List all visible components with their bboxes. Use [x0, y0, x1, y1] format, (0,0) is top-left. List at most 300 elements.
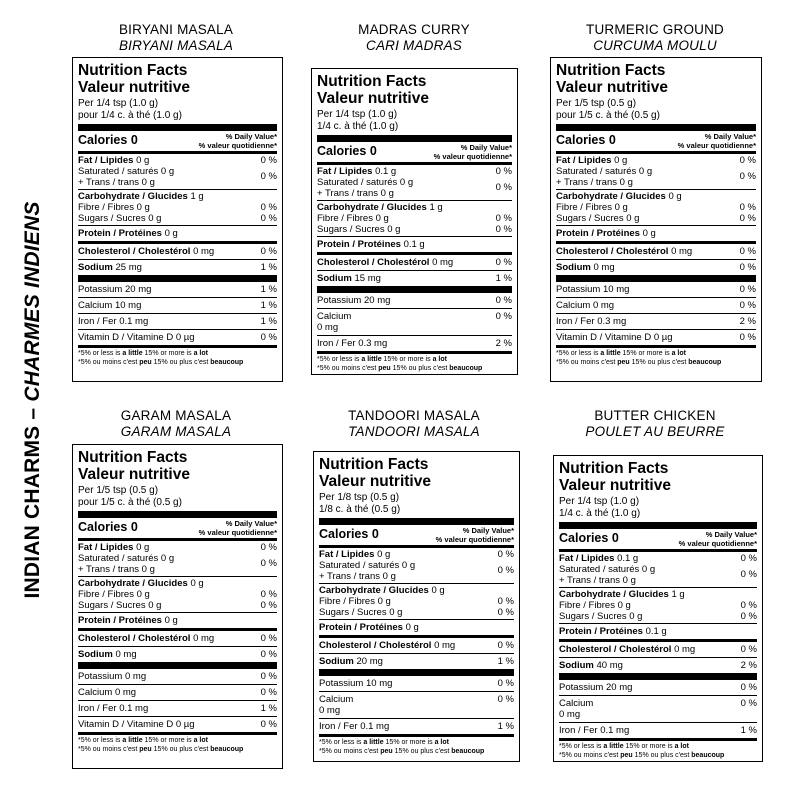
fat-dv: 0 %	[740, 553, 757, 564]
spice-name-fr: BIRYANI MASALA	[118, 38, 234, 53]
sugars-dv: 0 %	[260, 213, 277, 224]
trans-value: 0 g	[141, 564, 155, 575]
spice-name-fr: GARAM MASALA	[120, 424, 232, 439]
protein-label: Protein / Protéines	[78, 615, 162, 626]
sodium-dv: 1 %	[497, 656, 514, 667]
sat-label: Saturated / saturés	[78, 553, 159, 564]
iron-dv: 1 %	[497, 721, 514, 732]
carb-value: 1 g	[671, 589, 685, 600]
spice-name-fr: TANDOORI MASALA	[348, 424, 480, 439]
spice-heading	[545, 408, 765, 440]
dv-en: % Daily Value*	[462, 526, 514, 535]
chol-label: Cholesterol / Cholestérol	[78, 633, 191, 644]
sodium-row	[319, 654, 514, 669]
spice-heading	[66, 408, 286, 440]
dv-fr: % valeur quotidienne*	[677, 140, 756, 150]
calories-label: Calories	[319, 527, 369, 541]
calcium-dv: 1 %	[260, 300, 277, 311]
calcium-dv: 0 %	[740, 698, 757, 709]
cholesterol-row	[559, 642, 757, 657]
sodium-label: Sodium	[78, 649, 113, 660]
footnote-fr: *5% ou moins c'est peu 15% ou plus c'est beaucoup	[78, 745, 244, 753]
dv-en: % Daily Value*	[705, 530, 757, 539]
chol-dv: 0 %	[497, 640, 514, 651]
protein-value: 0.1 g	[645, 626, 667, 637]
iron-dv: 2 %	[739, 316, 756, 327]
potassium-dv: 0 %	[739, 284, 756, 295]
calcium-value: 0 mg	[317, 322, 339, 333]
fat-group	[78, 154, 277, 189]
nutrition-facts-label	[313, 451, 520, 762]
side-title-en: INDIAN CHARMS	[21, 425, 44, 599]
serving-size	[78, 485, 277, 508]
title-en: Nutrition Facts	[559, 460, 669, 477]
fibre-value: 0 g	[377, 596, 391, 607]
protein-row	[556, 226, 756, 241]
fat-label: Fat / Lipides	[78, 542, 134, 553]
calcium-dv: 0 %	[260, 687, 277, 698]
fibre-value: 0 g	[617, 600, 631, 611]
title-fr: Valeur nutritive	[78, 466, 190, 483]
calories-value: 0	[130, 520, 138, 534]
carb-value: 0 g	[668, 191, 682, 202]
sodium-row	[559, 658, 757, 673]
chol-label: Cholesterol / Cholestérol	[317, 257, 430, 268]
fat-value: 0 g	[136, 542, 150, 553]
iron-label: Iron / Fer	[78, 316, 117, 327]
chol-dv: 0 %	[260, 246, 277, 257]
sat-trans-dv: 0 %	[497, 565, 514, 576]
serving-size	[319, 492, 514, 515]
iron-value: 0.1 mg	[119, 316, 149, 327]
fat-group	[317, 165, 512, 200]
spice-name-en: TURMERIC GROUND	[586, 22, 724, 37]
sugars-label: Sugars / Sucres	[78, 600, 146, 611]
iron-label: Iron / Fer	[319, 721, 358, 732]
fat-group	[556, 154, 756, 189]
sat-trans-dv: 0 %	[495, 182, 512, 193]
fat-label: Fat / Lipides	[317, 166, 373, 177]
sodium-row	[78, 647, 277, 662]
potassium-value: 10 mg	[603, 284, 630, 295]
fibre-dv: 0 %	[739, 202, 756, 213]
spice-heading	[304, 22, 524, 54]
vitd-label: Vitamin D / Vitamine D	[556, 332, 652, 343]
calories-value: 0	[369, 144, 377, 158]
fibre-dv: 0 %	[260, 202, 277, 213]
trans-label: + Trans / trans	[556, 177, 617, 188]
sugars-value: 0 g	[626, 213, 640, 224]
chol-value: 0 mg	[193, 246, 215, 257]
iron-label: Iron / Fer	[317, 338, 356, 349]
sat-trans-dv: 0 %	[260, 558, 277, 569]
carb-label: Carbohydrate / Glucides	[317, 202, 427, 213]
protein-value: 0 g	[405, 622, 419, 633]
footnote-fr: *5% ou moins c'est peu 15% ou plus c'est beaucoup	[319, 747, 485, 755]
potassium-value: 20 mg	[606, 682, 633, 693]
potassium-row	[317, 293, 512, 308]
carb-group	[78, 577, 277, 612]
nutrition-facts-label	[311, 68, 518, 375]
serving-en: Per 1/4 tsp (1.0 g)	[317, 109, 398, 120]
calcium-label: Calcium	[78, 687, 113, 698]
potassium-label: Potassium	[78, 284, 123, 295]
footnote-en: *5% or less is a little 15% or more is a lot	[78, 737, 208, 744]
spice-name-en: GARAM MASALA	[120, 408, 232, 423]
sat-value: 0 g	[160, 166, 175, 177]
carb-value: 0 g	[190, 578, 204, 589]
iron-row	[319, 719, 514, 734]
fat-label: Fat / Lipides	[559, 553, 615, 564]
carb-label: Carbohydrate / Glucides	[559, 589, 669, 600]
trans-value: 0 g	[619, 177, 633, 188]
chol-dv: 0 %	[495, 257, 512, 268]
carb-value: 1 g	[429, 202, 443, 213]
iron-row	[78, 314, 277, 329]
vitd-value: 0 µg	[175, 719, 195, 730]
spice-name-fr: CURCUMA MOULU	[593, 38, 717, 53]
fat-group	[559, 552, 757, 587]
potassium-row	[559, 680, 757, 695]
title-en: Nutrition Facts	[78, 449, 188, 466]
sat-label: Saturated / saturés	[317, 177, 398, 188]
protein-row	[319, 620, 514, 635]
fibre-dv: 0 %	[495, 213, 512, 224]
sodium-label: Sodium	[78, 262, 113, 273]
fibre-label: Fibre / Fibres	[559, 600, 615, 611]
calories-label: Calories	[556, 133, 606, 147]
potassium-value: 20 mg	[125, 284, 152, 295]
chol-value: 0 mg	[434, 640, 456, 651]
footnote-fr: *5% ou moins c'est peu 15% ou plus c'est beaucoup	[559, 751, 725, 759]
protein-row	[78, 613, 277, 628]
protein-row	[559, 624, 757, 639]
protein-value: 0 g	[642, 228, 656, 239]
spice-name-en: BIRYANI MASALA	[118, 22, 234, 37]
title-fr: Valeur nutritive	[78, 79, 190, 96]
serving-en: Per 1/5 tsp (0.5 g)	[556, 98, 637, 109]
carb-label: Carbohydrate / Glucides	[78, 578, 188, 589]
iron-label: Iron / Fer	[556, 316, 595, 327]
chol-label: Cholesterol / Cholestérol	[559, 644, 672, 655]
sodium-value: 15 mg	[354, 273, 381, 284]
vitamin-d-row	[78, 330, 277, 345]
iron-value: 0.3 mg	[358, 338, 388, 349]
calcium-label: Calcium	[556, 300, 591, 311]
protein-label: Protein / Protéines	[556, 228, 640, 239]
dv-en: % Daily Value*	[704, 132, 756, 141]
iron-value: 0.1 mg	[360, 721, 390, 732]
sodium-row	[317, 271, 512, 286]
iron-row	[559, 723, 757, 738]
nutrition-facts-label	[550, 57, 762, 382]
chol-value: 0 mg	[432, 257, 454, 268]
calories-row	[78, 518, 277, 538]
fat-dv: 0 %	[260, 155, 277, 166]
calcium-row	[78, 685, 277, 700]
footnote	[556, 348, 756, 367]
dv-en: % Daily Value*	[460, 143, 512, 152]
calories-value: 0	[130, 133, 138, 147]
sat-trans-dv: 0 %	[740, 569, 757, 580]
sugars-dv: 0 %	[739, 213, 756, 224]
title-fr: Valeur nutritive	[317, 90, 429, 107]
sodium-label: Sodium	[556, 262, 591, 273]
calcium-value: 0 mg	[592, 300, 615, 311]
sodium-label: Sodium	[559, 660, 594, 671]
sugars-value: 0 g	[387, 224, 401, 235]
calories-row	[556, 131, 756, 151]
sugars-value: 0 g	[148, 600, 162, 611]
iron-row	[317, 336, 512, 351]
serving-size	[78, 98, 277, 121]
side-title	[21, 201, 45, 598]
potassium-value: 20 mg	[364, 295, 391, 306]
cholesterol-row	[319, 638, 514, 653]
dv-fr: % valeur quotidienne*	[433, 151, 512, 161]
calories-row	[317, 142, 512, 162]
footnote-en: *5% or less is a little 15% or more is a lot	[78, 350, 208, 357]
carb-label: Carbohydrate / Glucides	[556, 191, 666, 202]
potassium-label: Potassium	[317, 295, 362, 306]
sugars-label: Sugars / Sucres	[559, 611, 627, 622]
calcium-row	[317, 309, 512, 335]
nutrition-facts-label	[72, 57, 283, 382]
fat-label: Fat / Lipides	[556, 155, 612, 166]
potassium-dv: 0 %	[260, 671, 277, 682]
serving-fr: pour 1/4 c. à thé (1.0 g)	[78, 109, 182, 121]
cholesterol-row	[78, 244, 277, 259]
fibre-value: 0 g	[614, 202, 628, 213]
footnote-en: *5% or less is a little 15% or more is a lot	[319, 739, 449, 746]
daily-value-header	[199, 133, 277, 150]
footnote	[317, 354, 512, 373]
fat-value: 0 g	[614, 155, 628, 166]
potassium-dv: 1 %	[260, 284, 277, 295]
chol-dv: 0 %	[739, 246, 756, 257]
sodium-dv: 0 %	[739, 262, 756, 273]
vitd-dv: 0 %	[260, 332, 277, 343]
calories-value: 0	[611, 531, 619, 545]
sat-label: Saturated / saturés	[78, 166, 159, 177]
chol-dv: 0 %	[740, 644, 757, 655]
potassium-value: 0 mg	[125, 671, 147, 682]
protein-value: 0 g	[164, 228, 178, 239]
carb-label: Carbohydrate / Glucides	[319, 585, 429, 596]
sat-value: 0 g	[641, 564, 656, 575]
iron-dv: 2 %	[495, 338, 512, 349]
calcium-value: 0 mg	[319, 705, 341, 716]
iron-dv: 1 %	[260, 316, 277, 327]
serving-en: Per 1/5 tsp (0.5 g)	[78, 485, 159, 496]
potassium-label: Potassium	[556, 284, 601, 295]
protein-row	[317, 237, 512, 252]
footnote-en: *5% or less is a little 15% or more is a lot	[556, 350, 686, 357]
sodium-value: 0 mg	[593, 262, 615, 273]
protein-label: Protein / Protéines	[317, 239, 401, 250]
sugars-label: Sugars / Sucres	[78, 213, 146, 224]
iron-dv: 1 %	[260, 703, 277, 714]
vitamin-d-row	[78, 717, 277, 732]
fat-dv: 0 %	[260, 542, 277, 553]
carb-group	[319, 584, 514, 619]
cholesterol-row	[556, 244, 756, 259]
trans-label: + Trans / trans	[559, 575, 620, 586]
cholesterol-row	[78, 631, 277, 646]
iron-value: 0.1 mg	[600, 725, 630, 736]
serving-fr: pour 1/5 c. à thé (0.5 g)	[78, 496, 182, 508]
sodium-label: Sodium	[319, 656, 354, 667]
potassium-dv: 0 %	[740, 682, 757, 693]
title-en: Nutrition Facts	[319, 456, 429, 473]
sugars-label: Sugars / Sucres	[317, 224, 385, 235]
sugars-dv: 0 %	[497, 607, 514, 618]
footnote	[559, 741, 757, 760]
title-fr: Valeur nutritive	[559, 477, 671, 494]
potassium-row	[78, 669, 277, 684]
calories-row	[559, 529, 757, 549]
trans-value: 0 g	[382, 571, 396, 582]
calcium-label: Calcium	[78, 300, 113, 311]
title-en: Nutrition Facts	[317, 73, 427, 90]
trans-value: 0 g	[380, 188, 394, 199]
footnote-fr: *5% ou moins c'est peu 15% ou plus c'est beaucoup	[556, 358, 722, 366]
serving-fr: 1/4 c. à thé (1.0 g)	[317, 120, 399, 132]
chol-dv: 0 %	[260, 633, 277, 644]
fat-group	[319, 548, 514, 583]
trans-value: 0 g	[141, 177, 155, 188]
chol-value: 0 mg	[193, 633, 215, 644]
sugars-value: 0 g	[148, 213, 162, 224]
spice-heading	[545, 22, 765, 54]
potassium-row	[319, 676, 514, 691]
fibre-dv: 0 %	[497, 596, 514, 607]
calories-label: Calories	[317, 144, 367, 158]
calcium-row	[319, 692, 514, 718]
calcium-row	[78, 298, 277, 313]
calories-value: 0	[371, 527, 379, 541]
fat-group	[78, 541, 277, 576]
fibre-dv: 0 %	[740, 600, 757, 611]
footnote-en: *5% or less is a little 15% or more is a lot	[559, 743, 689, 750]
sodium-row	[556, 260, 756, 275]
dv-fr: % valeur quotidienne*	[678, 538, 757, 548]
sugars-dv: 0 %	[495, 224, 512, 235]
title-fr: Valeur nutritive	[319, 473, 431, 490]
fat-dv: 0 %	[739, 155, 756, 166]
calcium-value: 0 mg	[114, 687, 137, 698]
chol-label: Cholesterol / Cholestérol	[78, 246, 191, 257]
sugars-label: Sugars / Sucres	[319, 607, 387, 618]
sodium-dv: 1 %	[495, 273, 512, 284]
trans-label: + Trans / trans	[78, 564, 139, 575]
fibre-label: Fibre / Fibres	[78, 202, 134, 213]
daily-value-header	[434, 144, 512, 161]
footnote-fr: *5% ou moins c'est peu 15% ou plus c'est beaucoup	[317, 364, 483, 372]
serving-fr: pour 1/5 c. à thé (0.5 g)	[556, 109, 660, 121]
sat-label: Saturated / saturés	[556, 166, 637, 177]
vitd-dv: 0 %	[739, 332, 756, 343]
carb-value: 1 g	[190, 191, 204, 202]
sugars-value: 0 g	[389, 607, 403, 618]
title-en: Nutrition Facts	[556, 62, 666, 79]
iron-value: 0.1 mg	[119, 703, 149, 714]
spice-heading	[304, 408, 524, 440]
fat-label: Fat / Lipides	[78, 155, 134, 166]
carb-group	[559, 588, 757, 623]
footnote	[78, 348, 277, 367]
calories-label: Calories	[559, 531, 609, 545]
fat-value: 0 g	[377, 549, 391, 560]
dv-en: % Daily Value*	[225, 132, 277, 141]
protein-label: Protein / Protéines	[559, 626, 643, 637]
spice-name-en: MADRAS CURRY	[358, 22, 470, 37]
calories-label: Calories	[78, 520, 128, 534]
dv-fr: % valeur quotidienne*	[435, 534, 514, 544]
cholesterol-row	[317, 255, 512, 270]
vitd-label: Vitamin D / Vitamine D	[78, 332, 174, 343]
potassium-row	[78, 282, 277, 297]
calories-row	[319, 525, 514, 545]
serving-en: Per 1/4 tsp (1.0 g)	[559, 496, 640, 507]
calcium-label: Calcium	[317, 311, 352, 322]
calcium-dv: 0 %	[497, 694, 514, 705]
calcium-label: Calcium	[559, 698, 594, 709]
trans-label: + Trans / trans	[317, 188, 378, 199]
dv-en: % Daily Value*	[225, 519, 277, 528]
serving-en: Per 1/8 tsp (0.5 g)	[319, 492, 400, 503]
calcium-value: 10 mg	[114, 300, 142, 311]
potassium-dv: 0 %	[497, 678, 514, 689]
sodium-dv: 0 %	[260, 649, 277, 660]
sat-value: 0 g	[399, 177, 414, 188]
nutrition-facts-label	[553, 455, 763, 762]
carb-value: 0 g	[431, 585, 445, 596]
trans-value: 0 g	[622, 575, 636, 586]
carb-group	[556, 190, 756, 225]
sugars-dv: 0 %	[260, 600, 277, 611]
serving-size	[556, 98, 756, 121]
sat-label: Saturated / saturés	[319, 560, 400, 571]
fat-label: Fat / Lipides	[319, 549, 375, 560]
iron-dv: 1 %	[740, 725, 757, 736]
daily-value-header	[679, 531, 757, 548]
fat-dv: 0 %	[495, 166, 512, 177]
spice-name-en: TANDOORI MASALA	[348, 408, 480, 423]
sodium-value: 0 mg	[115, 649, 137, 660]
iron-value: 0.3 mg	[597, 316, 627, 327]
protein-value: 0.1 g	[403, 239, 425, 250]
sat-trans-dv: 0 %	[739, 171, 756, 182]
sodium-value: 20 mg	[356, 656, 383, 667]
daily-value-header	[436, 527, 514, 544]
vitd-label: Vitamin D / Vitamine D	[78, 719, 174, 730]
potassium-label: Potassium	[319, 678, 364, 689]
calcium-value: 0 mg	[559, 709, 581, 720]
title-en: Nutrition Facts	[78, 62, 188, 79]
potassium-label: Potassium	[78, 671, 123, 682]
calcium-row	[559, 696, 757, 722]
fibre-value: 0 g	[136, 589, 150, 600]
chol-label: Cholesterol / Cholestérol	[556, 246, 669, 257]
fat-value: 0.1 g	[375, 166, 397, 177]
daily-value-header	[678, 133, 756, 150]
sat-value: 0 g	[638, 166, 653, 177]
calories-value: 0	[608, 133, 616, 147]
sat-value: 0 g	[160, 553, 175, 564]
fibre-label: Fibre / Fibres	[319, 596, 375, 607]
protein-value: 0 g	[164, 615, 178, 626]
